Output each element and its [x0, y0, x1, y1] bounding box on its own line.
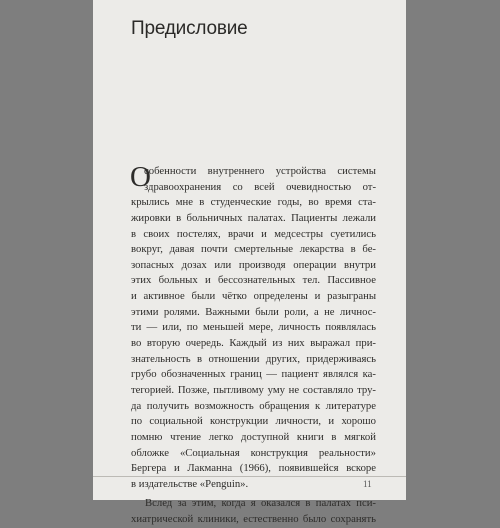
text-line: в своих постелях, врачи и медсестры суетились [131, 227, 376, 240]
text-line: тегорией. Позже, пытливому уму не составляло тру- [131, 383, 376, 396]
text-line: крылись мне в студенческие годы, во время ста- [131, 196, 376, 209]
text-line: знательность в отношении других, придерживаясь [131, 352, 376, 365]
paragraph-2 [131, 496, 376, 527]
text-line: здравоохранения со всей очевидностью от- [144, 180, 376, 193]
text-line: Бергера и Лакманна (1966), появившейся вскоре [131, 462, 376, 475]
drop-cap: О [130, 161, 151, 193]
footer-rule [93, 476, 406, 477]
text-line: обложке «Социальная конструкция реальности» [131, 446, 376, 459]
text-line: жировки в больничных палатах. Пациенты лежали [131, 211, 376, 224]
page-number: 11 [363, 479, 372, 489]
text-line: этих больных и бессознательных тел. Пассивное [131, 274, 376, 287]
text-line: хиатрической клиники, естественно было сохранять [131, 513, 376, 526]
text-line: ти — или, по меньшей мере, личность появлялась [131, 321, 376, 334]
text-line: да получить возможность обращения к литературе [131, 399, 376, 412]
text-line: во вторую очередь. Каждый из них выражал при- [131, 337, 376, 350]
page-title: Предисловие [131, 18, 248, 39]
text-line: этими ролями. Важными были роли, а не личнос- [131, 305, 376, 318]
body-text [130, 161, 376, 528]
paragraph-1 [130, 161, 376, 492]
text-line: помню чтение легко доступной книги в мягкой [131, 430, 376, 443]
book-page [93, 0, 406, 526]
text-line: и активное были чётко определены и разыграны [131, 290, 376, 303]
text-line: по социальной конструкции личности, и хорошо [131, 415, 376, 428]
text-line: собенности внутреннего устройства системы [144, 165, 376, 177]
text-line: грубо обозначенных границ — пациент являлся ка- [131, 368, 376, 381]
text-line: вокруг, давая почти смертельные лекарства в бе- [131, 243, 376, 256]
text-line: Вслед за этим, когда я оказался в палатах пси- [145, 497, 376, 510]
text-line: в издательстве «Penguin». [131, 477, 249, 490]
text-line: зопасных дозах или производя операции внутри [131, 258, 376, 271]
